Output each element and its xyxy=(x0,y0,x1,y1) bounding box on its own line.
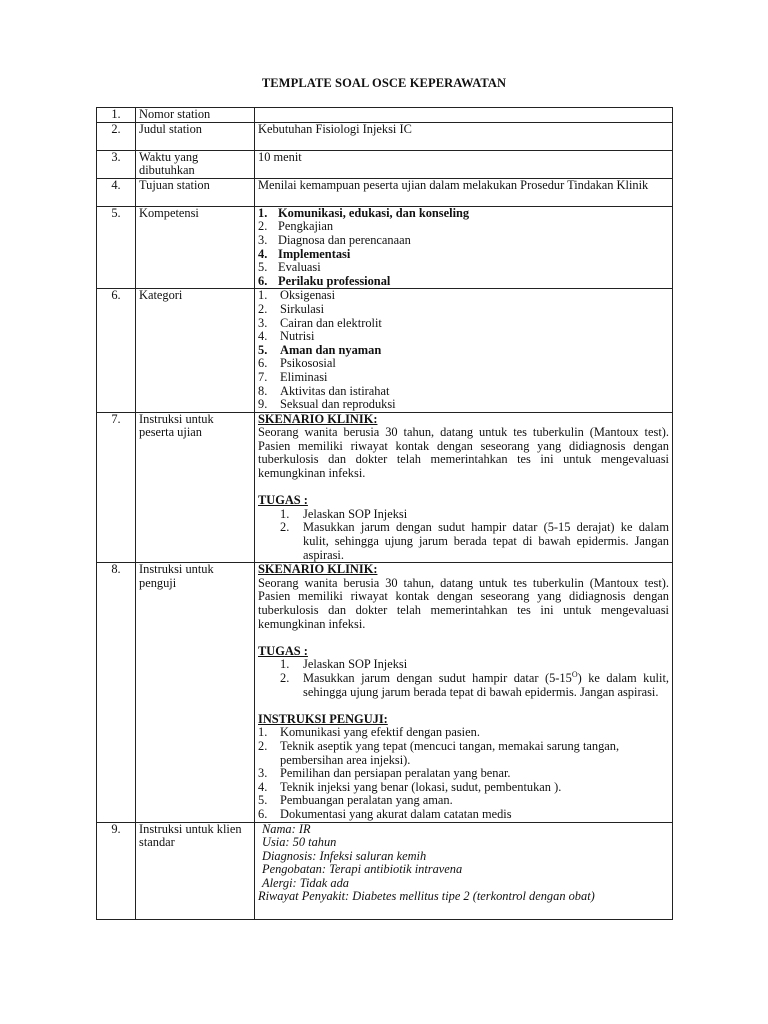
klien-alergi: Alergi: Tidak ada xyxy=(262,875,349,890)
list-item: 3. Pemilihan dan persiapan peralatan yang benar. xyxy=(258,766,511,781)
tugas-heading: TUGAS : xyxy=(258,493,308,508)
skenario-text: Seorang wanita berusia 30 tahun, datang untuk tes tuberkulin (Mantoux test). Pasien memiliki riwayat kontak dengan seseorang yang didiagnosis dengan tuberkulosis dan dokter telah memerintahkan tes ini untuk mengevaluasi kemungkinan infeksi. xyxy=(258,425,669,481)
list-item: 4. Implementasi xyxy=(258,246,351,261)
klien-diagnosis: Diagnosis: Infeksi saluran kemih xyxy=(262,848,427,863)
list-item: 2. Pengkajian xyxy=(258,219,334,234)
klien-riwayat: Riwayat Penyakit: Diabetes mellitus tipe 2 (terkontrol dengan obat) xyxy=(258,889,595,904)
instruksi-heading: INSTRUKSI PENGUJI: xyxy=(258,711,388,726)
list-item: 2. Masukkan jarum dengan sudut hampir datar $(5-15^O)$ ke dalam kulit, sehingga ujung jarum berada tepat di bawah epidermis. Jangan aspirasi. xyxy=(280,669,669,699)
document-title: TEMPLATE SOAL OSCE KEPERAWATAN xyxy=(261,76,507,90)
table-row xyxy=(97,108,673,123)
list-item: 2. Sirkulasi xyxy=(258,301,325,316)
skenario-text: Seorang wanita berusia 30 tahun, datang untuk tes tuberkulin (Mantoux test). Pasien memiliki riwayat kontak dengan seseorang yang didiagnosis dengan tuberkulosis dan dokter telah memerintahkan tes ini untuk mengevaluasi kemungkinan infeksi. xyxy=(258,575,669,631)
list-item: 9. Seksual dan reproduksi xyxy=(258,397,396,412)
list-item: 7. Eliminasi xyxy=(258,369,328,384)
table-row xyxy=(97,822,673,919)
row-number: 2. xyxy=(97,122,136,150)
tugas-list xyxy=(258,658,669,699)
skenario-heading: SKENARIO KLINIK: xyxy=(258,411,378,426)
osce-table xyxy=(96,107,673,920)
list-item: 6. Dokumentasi yang akurat dalam catatan medis xyxy=(258,806,512,821)
row-number: 3. xyxy=(97,150,136,178)
list-item: 4. Nutrisi xyxy=(258,329,315,344)
row-label: Judul station xyxy=(136,122,255,150)
kategori-list xyxy=(258,289,669,411)
klien-pengobatan: Pengobatan: Terapi antibiotik intravena xyxy=(262,862,463,877)
list-item: 4. Teknik injeksi yang benar (lokasi, sudut, pembentukan ). xyxy=(258,779,562,794)
table-row xyxy=(97,122,673,150)
table-row xyxy=(97,412,673,563)
row-value xyxy=(255,108,673,123)
list-item: 5. Aman dan nyaman xyxy=(258,342,382,357)
row-label: Kompetensi xyxy=(136,206,255,289)
row-number: 1. xyxy=(97,108,136,123)
list-item: 3. Diagnosa dan perencanaan xyxy=(258,232,411,247)
list-item: 2. Masukkan jarum dengan sudut hampir datar (5-15 derajat) ke dalam kulit, sehingga ujung jarum berada tepat di bawah epidermis. Jangan aspirasi. xyxy=(280,520,669,562)
tugas-heading: TUGAS : xyxy=(258,643,308,658)
row-number: 4. xyxy=(97,178,136,206)
row-label: Instruksi untuk peserta ujian xyxy=(136,412,255,563)
row-number: 7. xyxy=(97,412,136,563)
row-value: Kebutuhan Fisiologi Injeksi IC xyxy=(255,122,673,150)
list-item: 1. Oksigenasi xyxy=(258,288,336,303)
row-label: Waktu yang dibutuhkan xyxy=(136,150,255,178)
list-item: 5. Evaluasi xyxy=(258,260,321,275)
row-label: Tujuan station xyxy=(136,178,255,206)
row-number: 5. xyxy=(97,206,136,289)
list-item: 1. Jelaskan SOP Injeksi xyxy=(280,657,408,672)
row-value: 10 menit xyxy=(255,150,673,178)
degree-sup: O xyxy=(571,669,578,679)
list-item: 3. Cairan dan elektrolit xyxy=(258,315,382,330)
list-item: 8. Aktivitas dan istirahat xyxy=(258,383,390,398)
list-item: 1. Komunikasi, edukasi, dan konseling xyxy=(258,205,470,220)
list-item: 5. Pembuangan peralatan yang aman. xyxy=(258,793,453,808)
tugas-list xyxy=(258,508,669,562)
table-row xyxy=(97,563,673,822)
row-label: Instruksi untuk penguji xyxy=(136,563,255,822)
row-label: Nomor station xyxy=(136,108,255,123)
table-row xyxy=(97,206,673,289)
skenario-heading: SKENARIO KLINIK: xyxy=(258,562,378,577)
row-number: 8. xyxy=(97,563,136,822)
row-number: 6. xyxy=(97,289,136,412)
instruksi-list xyxy=(258,726,669,821)
table-row xyxy=(97,178,673,206)
klien-instruction-cell xyxy=(255,822,673,919)
row-value: Menilai kemampuan peserta ujian dalam melakukan Prosedur Tindakan Klinik xyxy=(255,178,673,206)
list-item: 2. Teknik aseptik yang tepat (mencuci tangan, memakai sarung tangan, pembersihan area injeksi). xyxy=(258,738,620,767)
row-number: 9. xyxy=(97,822,136,919)
kompetensi-list xyxy=(258,207,669,289)
row-label: Instruksi untuk klien standar xyxy=(136,822,255,919)
table-row xyxy=(97,289,673,412)
peserta-instruction-cell xyxy=(255,412,673,563)
kompetensi-cell xyxy=(255,206,673,289)
list-item: 6. Perilaku professional xyxy=(258,273,391,288)
list-item: 6. Psikososial xyxy=(258,356,336,371)
kategori-cell xyxy=(255,289,673,412)
list-item: 1. Komunikasi yang efektif dengan pasien. xyxy=(258,725,480,740)
penguji-instruction-cell xyxy=(255,563,673,822)
list-item: 1. Jelaskan SOP Injeksi xyxy=(280,506,408,521)
klien-nama: Nama: IR xyxy=(262,821,311,836)
row-label: Kategori xyxy=(136,289,255,412)
klien-usia: Usia: 50 tahun xyxy=(262,835,337,850)
table-row xyxy=(97,150,673,178)
